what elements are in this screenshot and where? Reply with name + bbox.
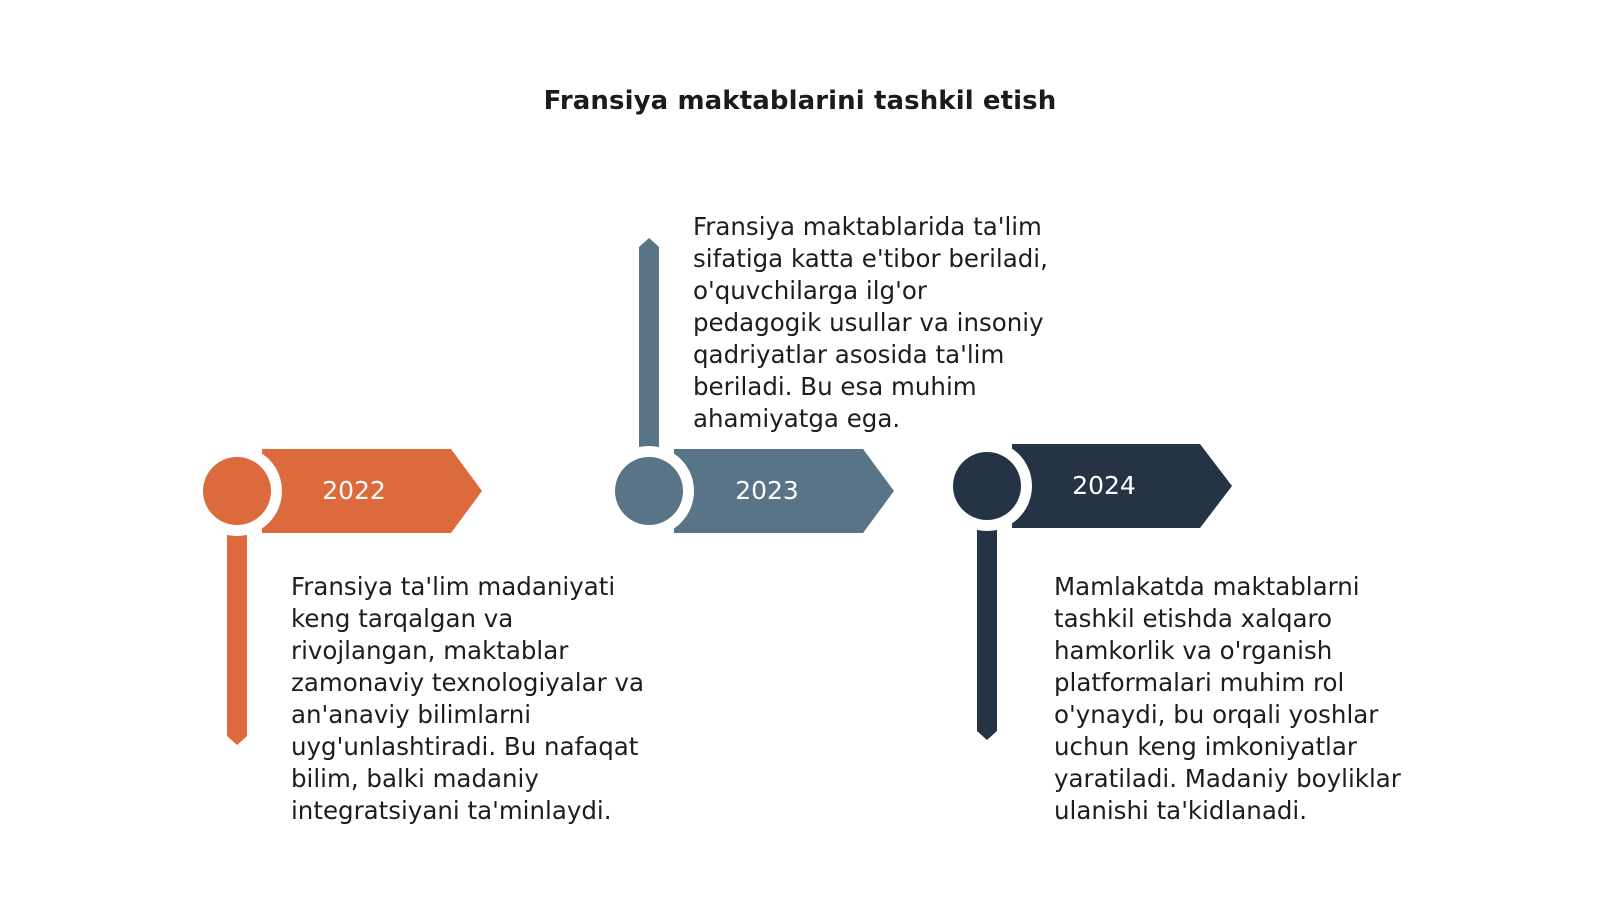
milestone-2024-stem bbox=[977, 526, 997, 740]
milestone-2023-description: Fransiya maktablarida ta'lim sifatiga katta e'tibor beriladi, o'quvchilarga ilg'or pedagogik usullar va insoniy qadriyatlar asosida ta'lim beriladi. Bu esa muhim ahamiyatga ega. bbox=[693, 212, 1048, 433]
page-title: Fransiya maktablarini tashkil etish bbox=[543, 86, 1057, 116]
milestone-2022-dot bbox=[203, 457, 271, 525]
milestone-2024-year: 2024 bbox=[1072, 471, 1136, 500]
milestone-2022-stem bbox=[227, 532, 247, 745]
milestone-2023-dot bbox=[615, 457, 683, 525]
milestone-2023-stem bbox=[639, 238, 659, 447]
milestone-2022-description: Fransiya ta'lim madaniyati keng tarqalgan va rivojlangan, maktablar zamonaviy texnologiyalar va an'anaviy bilimlarni uyg'unlashtiradi. Bu nafaqat bilim, balki madaniy integratsiyani ta'minlaydi. bbox=[291, 572, 644, 825]
milestone-2024-description: Mamlakatda maktablarni tashkil etishda xalqaro hamkorlik va o'rganish platformalari muhim rol o'ynaydi, bu orqali yoshlar uchun keng imkoniyatlar yaratiladi. Madaniy boyliklar ulanishi ta'kidlanadi. bbox=[1054, 572, 1401, 825]
milestone-2022-year: 2022 bbox=[322, 476, 386, 505]
milestone-2024-dot bbox=[953, 452, 1021, 520]
milestone-2023-year: 2023 bbox=[735, 476, 799, 505]
